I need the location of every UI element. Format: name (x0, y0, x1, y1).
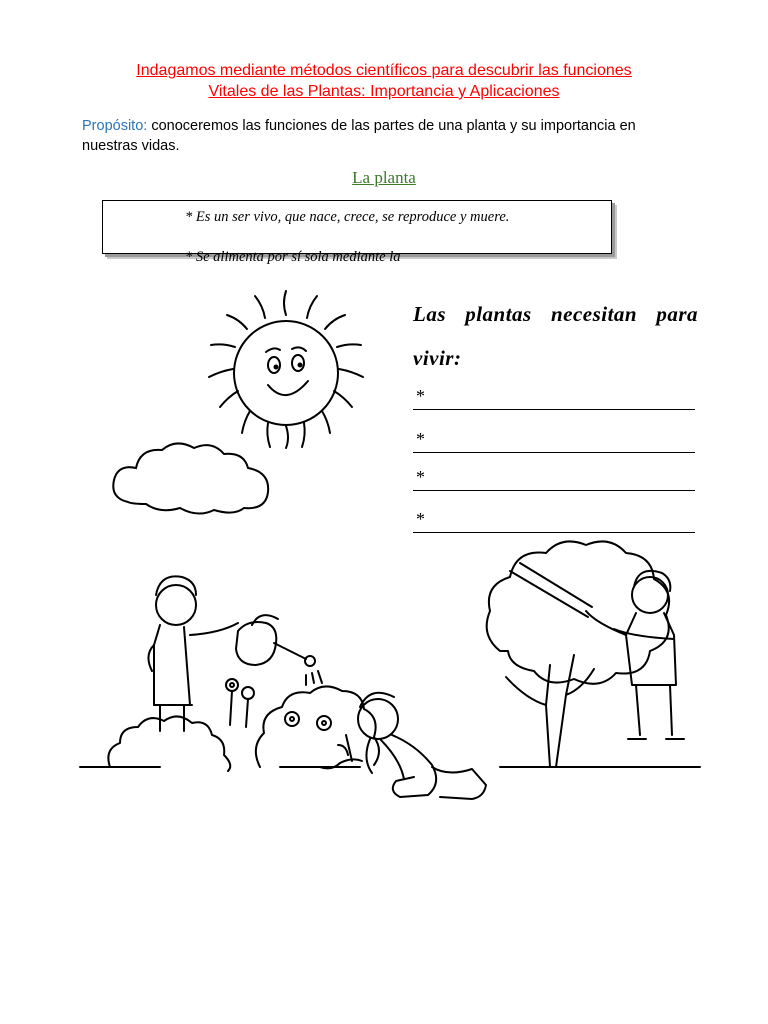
needs-blank-1[interactable] (413, 383, 695, 410)
purpose-text: conoceremos las funciones de las partes de una planta y su importancia en nuestras vidas. (82, 118, 636, 154)
needs-blank-3[interactable] (413, 464, 695, 491)
title-line-2: Vitales de las Plantas: Importancia y Aplicaciones (208, 83, 560, 100)
needs-bullet: * (416, 509, 425, 529)
needs-bullet: * (416, 386, 425, 406)
gardening-scene-illustration (80, 535, 700, 825)
purpose-label: Propósito: (82, 118, 148, 134)
purpose-paragraph (82, 116, 692, 156)
page-title (0, 60, 768, 102)
needs-blank-2[interactable] (413, 426, 695, 453)
cloud-icon (106, 432, 286, 522)
section-subtitle: La planta (352, 168, 416, 187)
definition-line-1: * Es un ser vivo, que nace, crece, se reproduce y muere. (185, 209, 510, 225)
left-bush (108, 716, 230, 771)
needs-bullet: * (416, 467, 425, 487)
title-line-1: Indagamos mediante métodos científicos para descubrir las funciones (136, 62, 632, 79)
big-tree (506, 655, 594, 767)
needs-bullet: * (416, 429, 425, 449)
definition-box (102, 200, 612, 265)
definition-line-2: * Se alimenta por sí sola mediante la (185, 249, 401, 265)
needs-title: Las plantas necesitan para vivir: (413, 302, 698, 370)
needs-blank-4[interactable] (413, 506, 695, 533)
